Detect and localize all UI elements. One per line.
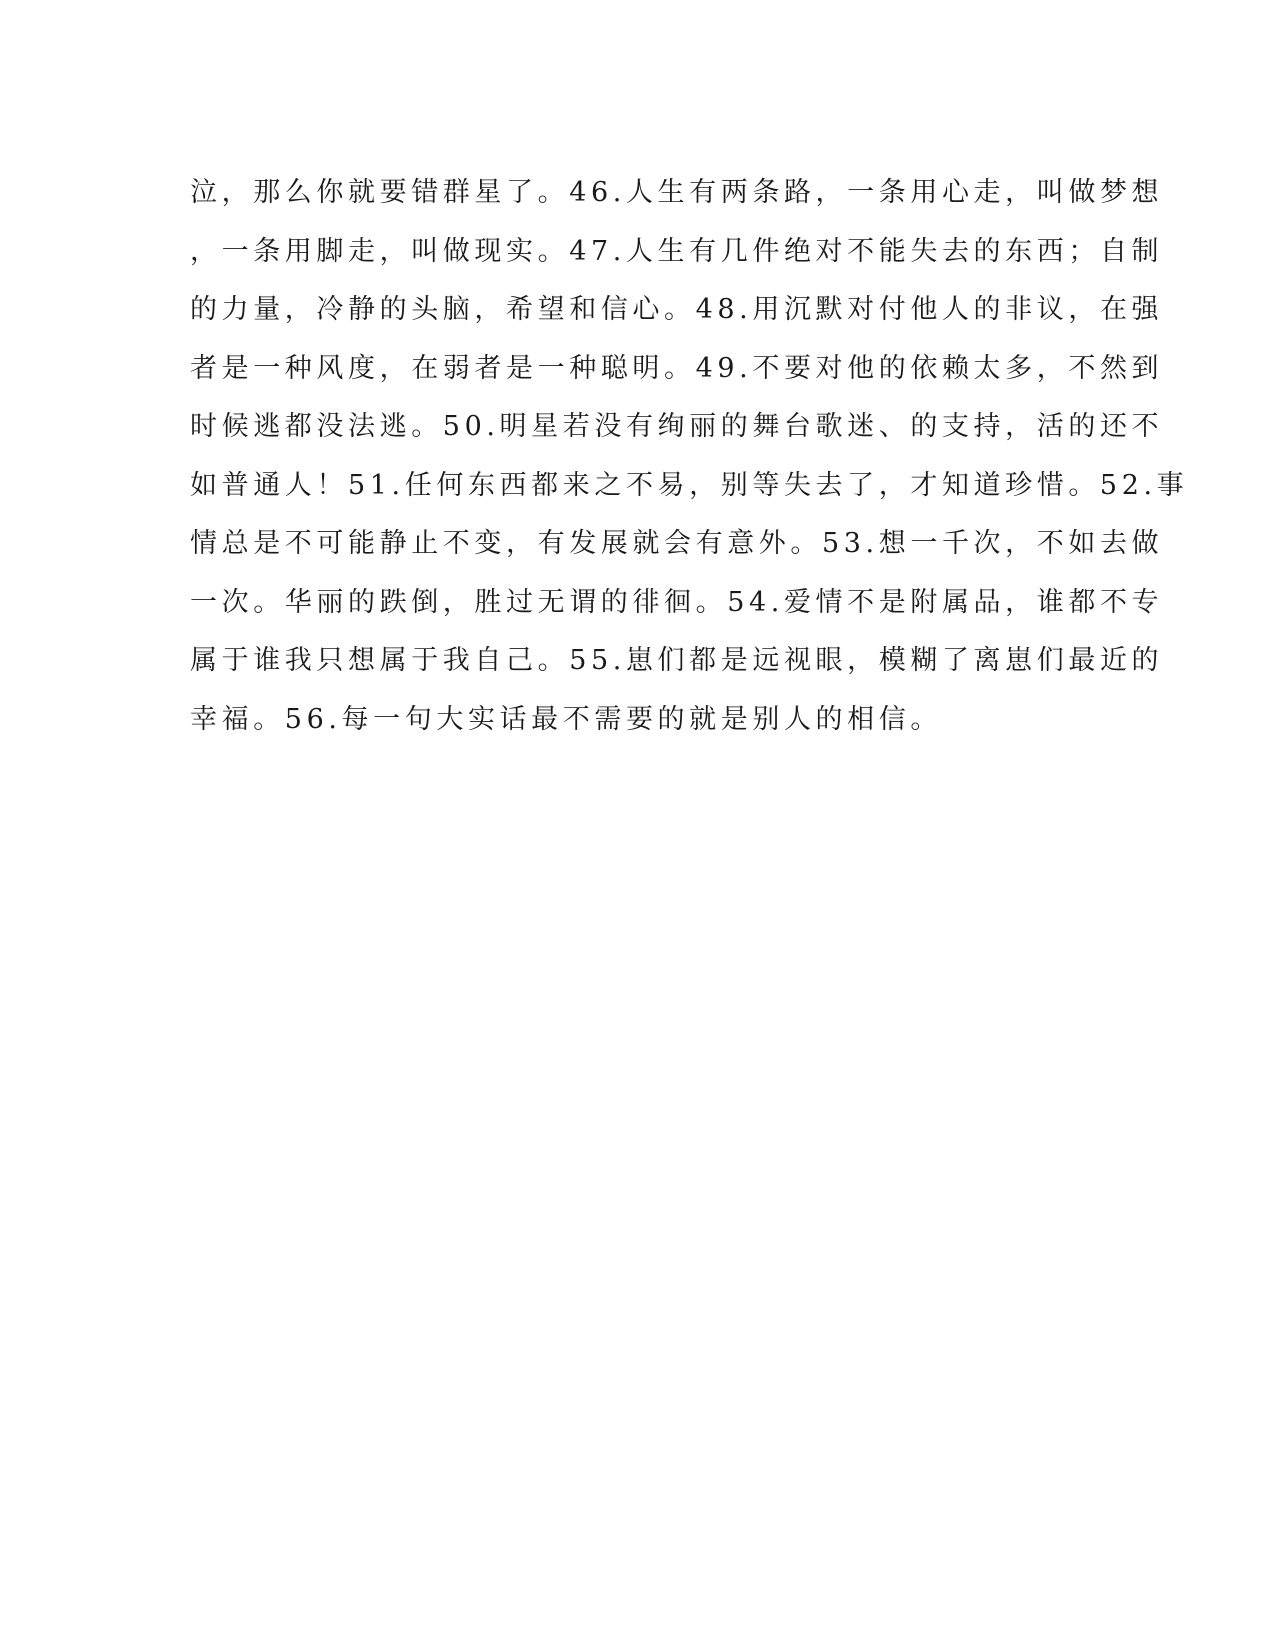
text-line: 如普通人！51.任何东西都来之不易，别等失去了，才知道珍惜。52.事 — [190, 469, 1189, 501]
text-line: ，一条用脚走，叫做现实。47.人生有几件绝对不能失去的东西；自制 — [190, 235, 1164, 267]
text-line: 者是一种风度，在弱者是一种聪明。49.不要对他的依赖太多，不然到 — [190, 352, 1164, 384]
text-line: 属于谁我只想属于我自己。55.崽们都是远视眼，模糊了离崽们最近的 — [190, 645, 1164, 676]
body-text — [190, 164, 1189, 749]
text-line: 一次。华丽的跌倒，胜过无谓的徘徊。54.爱情不是附属品，谁都不专 — [190, 586, 1164, 618]
text-line: 时候逃都没法逃。50.明星若没有绚丽的舞台歌迷、的支持，活的还不 — [190, 411, 1164, 442]
text-line: 泣，那么你就要错群星了。46.人生有两条路，一条用心走，叫做梦想 — [190, 177, 1164, 208]
text-line: 的力量，冷静的头脑，希望和信心。48.用沉默对付他人的非议，在强 — [190, 294, 1164, 325]
text-line: 情总是不可能静止不变，有发展就会有意外。53.想一千次，不如去做 — [190, 528, 1164, 559]
text-line: 幸福。56.每一句大实话最不需要的就是别人的相信。 — [190, 703, 942, 735]
